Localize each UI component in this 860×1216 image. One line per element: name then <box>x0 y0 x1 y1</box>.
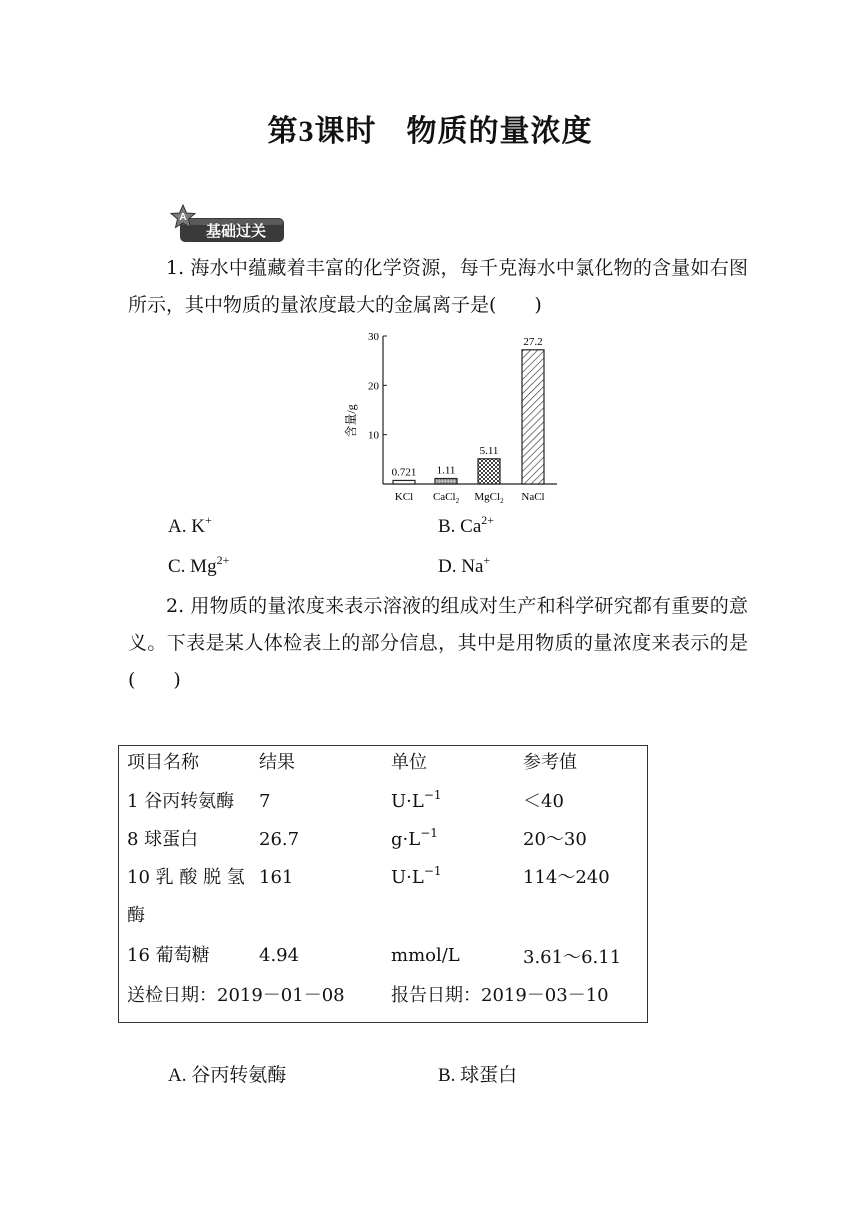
section-badge <box>170 204 286 244</box>
table-row-4-ref: 3.61～6.11 <box>523 947 622 968</box>
table-row-4-unit: mmol/L <box>391 945 460 966</box>
bar-nacl <box>522 350 544 484</box>
category-label: KCl <box>394 491 414 503</box>
q2-option-b[interactable]: B. 球蛋白 <box>438 1065 518 1086</box>
bar-value-label: 1.11 <box>436 464 456 477</box>
table-row-1-result: 7 <box>259 791 271 812</box>
title-topic: 物质的量浓度 <box>406 114 593 149</box>
bar-value-label: 27.2 <box>523 335 543 348</box>
q1-option-c[interactable]: C. $Mg^{2+}$ <box>168 553 230 577</box>
send-date: 送检日期：2019－01－08 <box>127 985 345 1006</box>
title-prefix: 第 <box>267 114 299 149</box>
badge-label: 基础过关 <box>205 222 267 240</box>
table-row-1-ref: ＜40 <box>523 791 564 812</box>
q1-option-d[interactable]: D. Na+ <box>438 553 491 577</box>
table-row-3-name: 10 乳 酸 脱 氢 <box>127 867 245 888</box>
chloride-content-chart <box>335 326 565 508</box>
q1-option-a[interactable]: A. K+ <box>168 513 212 537</box>
question-1-text: 1. 海水中蕴藏着丰富的化学资源，每千克海水中氯化物的含量如右图所示，其中物质的量浓度最大的金属离子是( ) <box>128 257 748 316</box>
bar-cacl2 <box>435 479 457 484</box>
question-2-text: 2. 用物质的量浓度来表示溶液的组成对生产和科学研究都有重要的意义。下表是某人体检表上的部分信息，其中是用物质的量浓度来表示的是( ) <box>128 595 748 691</box>
bar-value-label: 0.721 <box>391 466 417 479</box>
title-number: 3 <box>298 115 315 148</box>
table-row-4-result: 4.94 <box>259 945 300 966</box>
category-label: MgCl$_2$ <box>474 491 504 505</box>
table-row-2-ref: 20～30 <box>523 829 587 850</box>
category-label: NaCl <box>521 491 545 503</box>
y-tick-label: 10 <box>368 429 379 442</box>
table-header-name: 项目名称 <box>127 752 199 773</box>
y-axis-label: 含量/g <box>344 404 358 438</box>
table-row-3-name-cont: 酶 <box>127 905 145 926</box>
page-title <box>0 106 860 150</box>
badge-letter: A <box>179 212 187 223</box>
q1-option-b[interactable]: B. $Ca^{2+}$ <box>438 513 495 537</box>
report-date: 报告日期：2019－03－10 <box>391 985 609 1006</box>
table-row-3-unit: $U\cdot L^{-1}$ <box>391 864 442 888</box>
table-row-1-unit: $U\cdot L^{-1}$ <box>391 788 442 812</box>
y-tick-label: 20 <box>368 380 379 393</box>
table-row-2-result: 26.7 <box>259 829 300 850</box>
table-header-unit: 单位 <box>391 752 427 773</box>
table-row-2-unit: $g\cdot L^{-1}$ <box>391 826 438 850</box>
bar-kcl <box>393 480 415 484</box>
q2-option-a[interactable]: A. 谷丙转氨酶 <box>168 1065 287 1086</box>
table-row-2-name: 8 球蛋白 <box>127 829 199 850</box>
table-header-ref: 参考值 <box>523 752 577 773</box>
table-row-1-name: 1 谷丙转氨酶 <box>127 791 235 812</box>
category-label: CaCl$_2$ <box>432 491 460 505</box>
title-suffix: 课时 <box>314 114 377 149</box>
bar-mgcl2 <box>478 459 500 484</box>
table-header-result: 结果 <box>259 752 295 773</box>
table-row-4-name: 16 葡萄糖 <box>127 945 210 966</box>
table-row-3-ref: 114～240 <box>523 867 610 888</box>
bar-value-label: 5.11 <box>479 444 499 457</box>
report-table <box>118 745 648 1023</box>
y-tick-label: 30 <box>368 331 379 343</box>
table-row-3-result: 161 <box>259 867 294 888</box>
